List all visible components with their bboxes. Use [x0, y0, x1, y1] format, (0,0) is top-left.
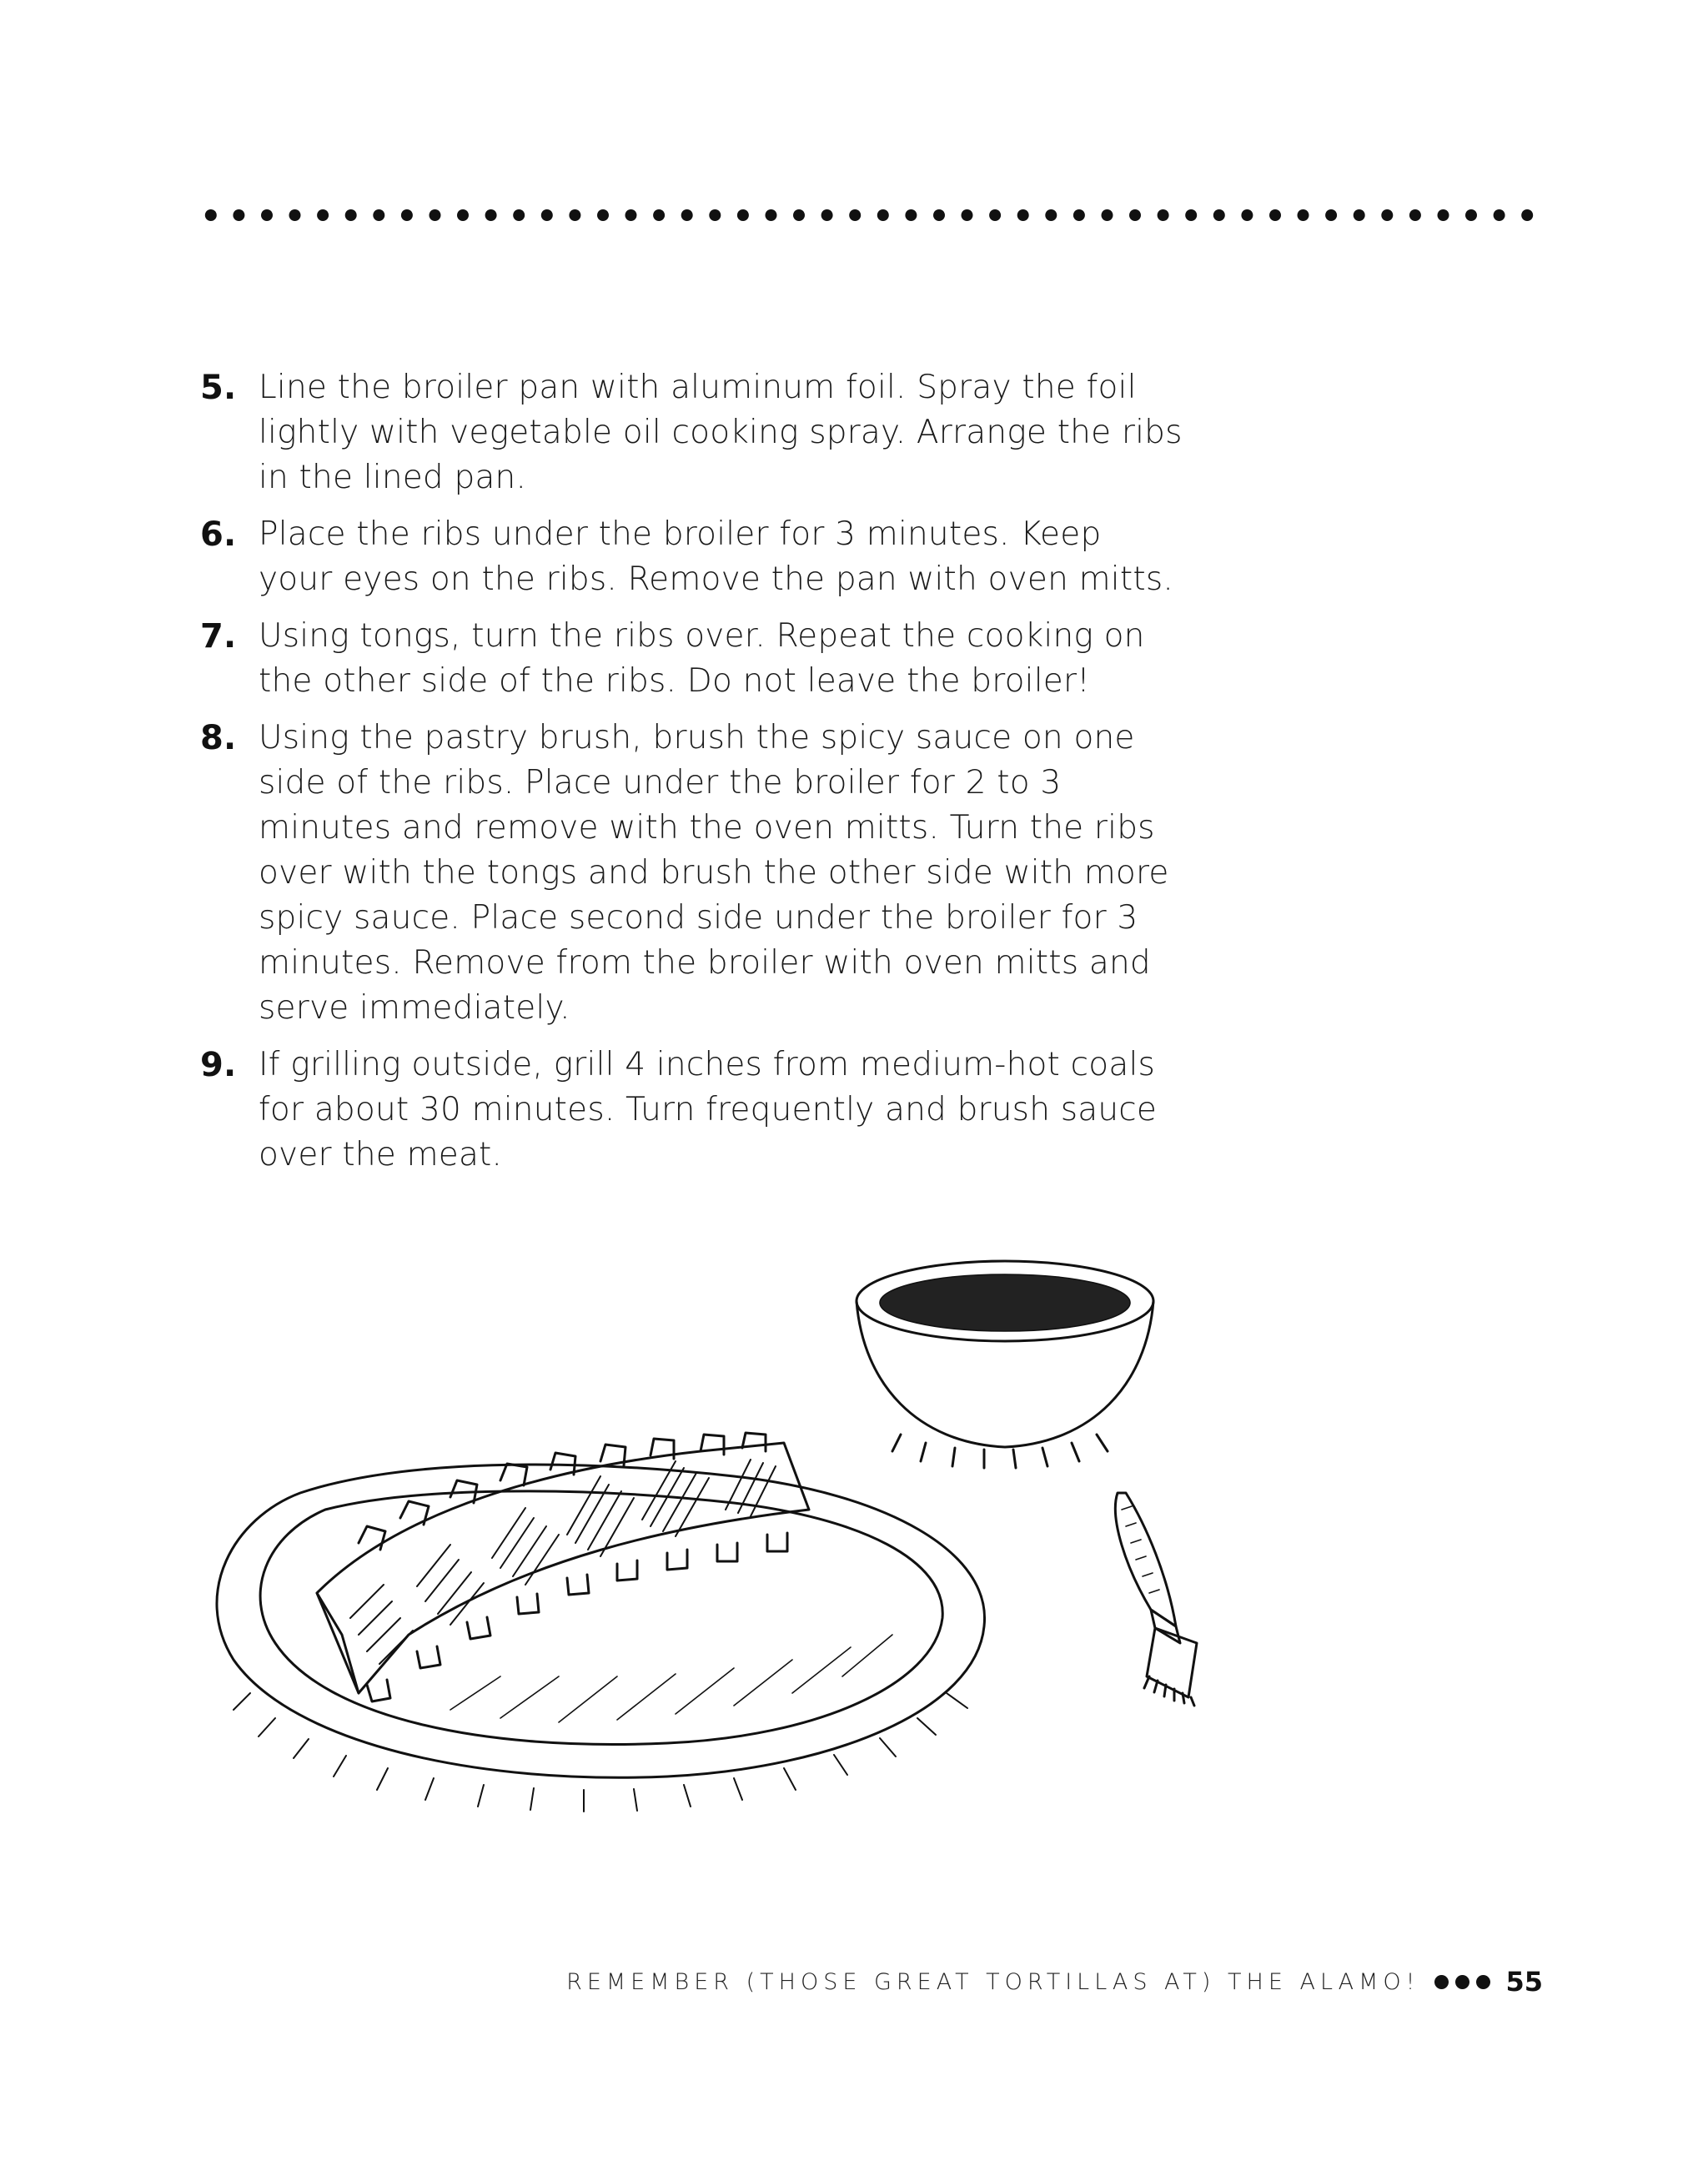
rule-dot: [430, 209, 441, 221]
rule-dot: [1017, 209, 1029, 221]
rack-of-ribs: [317, 1433, 892, 1722]
rule-dot: [1465, 209, 1477, 221]
rule-dot: [373, 209, 384, 221]
rule-dot: [1325, 209, 1337, 221]
rule-dot: [401, 209, 413, 221]
rule-dot: [1409, 209, 1421, 221]
step-number: 6.: [200, 515, 237, 554]
rule-dot: [205, 209, 217, 221]
rule-dot: [737, 209, 749, 221]
rule-dot: [1102, 209, 1113, 221]
rule-dot: [1494, 209, 1505, 221]
rule-dot: [569, 209, 580, 221]
recipe-step: [200, 614, 1184, 704]
running-title: REMEMBER (THOSE GREAT TORTILLAS AT) THE ALAMO!: [566, 1968, 1420, 1995]
rule-dot: [597, 209, 609, 221]
rule-dot: [485, 209, 497, 221]
rule-dot: [1438, 209, 1449, 221]
rule-dot: [962, 209, 973, 221]
recipe-step: [200, 365, 1184, 500]
rule-dot: [1354, 209, 1365, 221]
platter-shadow: [234, 1693, 967, 1812]
sauce-bowl: [857, 1261, 1153, 1468]
rule-dot: [513, 209, 525, 221]
step-text: Line the broiler pan with aluminum foil. Spray the foil lightly with vegetable oil cooking spray. Arrange the ribs in the lined pan.: [259, 369, 1183, 496]
rule-dot: [289, 209, 301, 221]
page-number: 55: [1505, 1966, 1543, 1998]
step-number: 9.: [200, 1046, 237, 1084]
rule-dot: [457, 209, 469, 221]
rule-dot: [653, 209, 665, 221]
rule-dot: [766, 209, 777, 221]
rule-dot: [1213, 209, 1225, 221]
rule-dot: [905, 209, 917, 221]
rule-dot: [1298, 209, 1309, 221]
rule-dot: [849, 209, 861, 221]
step-number: 7.: [200, 617, 237, 656]
step-text: If grilling outside, grill 4 inches from medium-hot coals for about 30 minutes. Turn frequently and brush sauce over the meat.: [259, 1046, 1158, 1173]
rule-dot: [821, 209, 833, 221]
rule-dot: [261, 209, 273, 221]
rule-dot: [1241, 209, 1253, 221]
rule-dot: [681, 209, 693, 221]
rule-dot: [709, 209, 721, 221]
recipe-step: [200, 1043, 1184, 1178]
platter: [217, 1465, 985, 1777]
rule-dot: [1129, 209, 1141, 221]
rule-dot: [1521, 209, 1533, 221]
rule-dot: [317, 209, 329, 221]
step-text: Place the ribs under the broiler for 3 minutes. Keep your eyes on the ribs. Remove the pan with oven mitts.: [259, 515, 1173, 598]
rule-dot: [625, 209, 637, 221]
recipe-steps: [200, 365, 1184, 1189]
rule-dot: [541, 209, 553, 221]
step-number: 8.: [200, 719, 237, 757]
rule-dot: [1158, 209, 1169, 221]
recipe-step: [200, 716, 1184, 1031]
ribs-illustration: [200, 1243, 1309, 1827]
rule-dot: [1073, 209, 1085, 221]
rule-dot: [1045, 209, 1057, 221]
rule-dot: [793, 209, 805, 221]
rule-dot: [877, 209, 889, 221]
rule-dot: [233, 209, 244, 221]
rule-dot: [933, 209, 945, 221]
recipe-step: [200, 512, 1184, 602]
step-number: 5.: [200, 369, 237, 407]
dotted-rule: [197, 204, 1541, 227]
rule-dot: [1381, 209, 1393, 221]
rule-dot: [1185, 209, 1197, 221]
pastry-brush: [1115, 1493, 1197, 1706]
page-footer: [566, 1965, 1543, 1998]
rule-dot: [1269, 209, 1281, 221]
step-text: Using tongs, turn the ribs over. Repeat the cooking on the other side of the ribs. Do not leave the broiler!: [259, 617, 1145, 700]
step-text: Using the pastry brush, brush the spicy sauce on one side of the ribs. Place under the broiler for 2 to 3 minutes and remove with the oven mitts. Turn the ribs over with the tongs and brush the other side with more spicy sauce. Place second side under the broiler for 3 minutes. Remove from the broiler with oven mitts and serve immediately.: [259, 719, 1169, 1027]
footer-dots: [1434, 1975, 1490, 1989]
rule-dot: [989, 209, 1001, 221]
rule-dot: [345, 209, 357, 221]
